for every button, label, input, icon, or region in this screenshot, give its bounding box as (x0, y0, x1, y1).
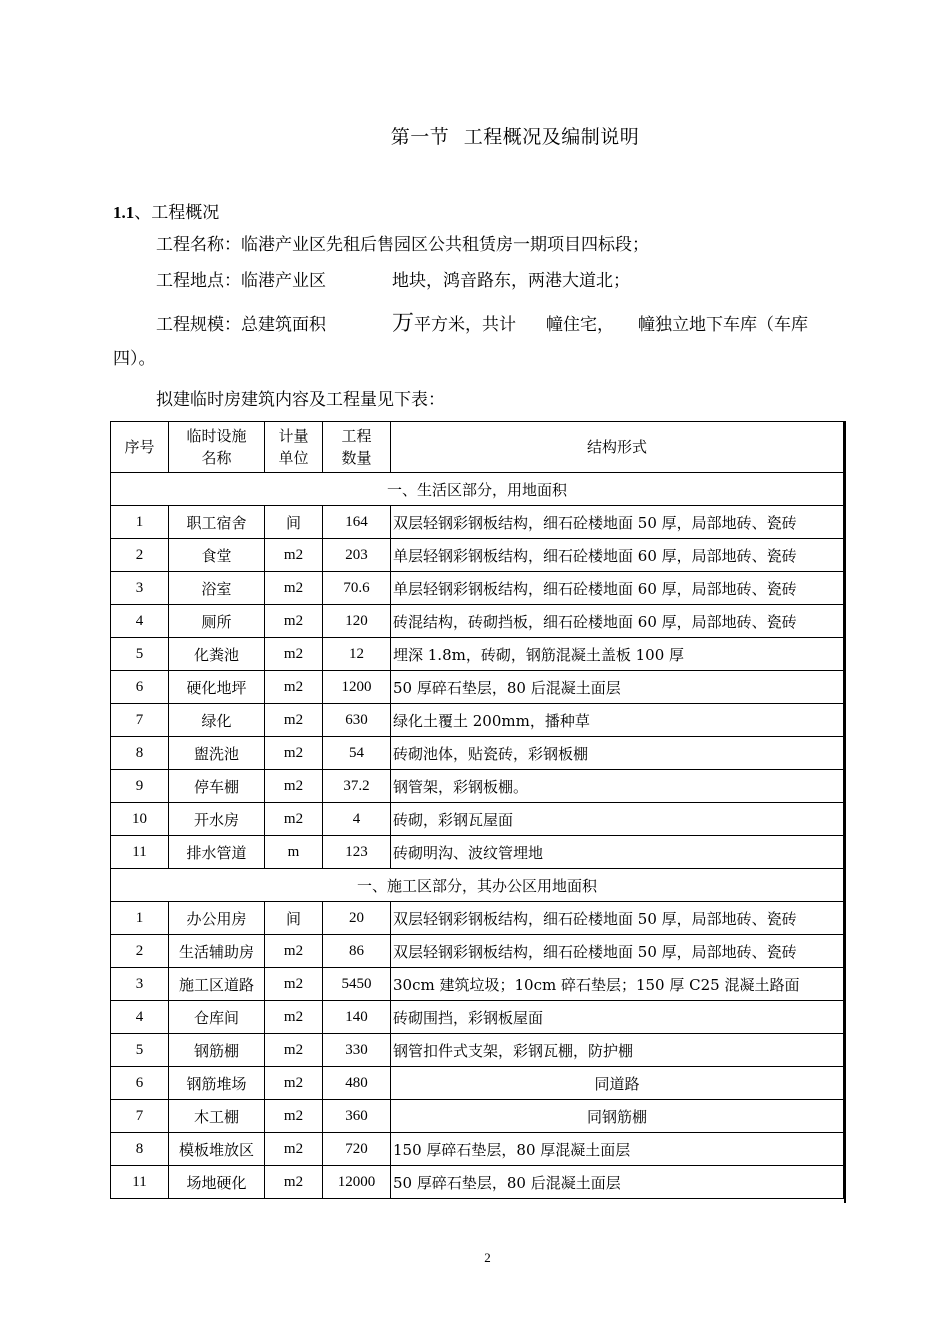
header-qty: 工程 数量 (323, 422, 391, 473)
cell-qty: 360 (323, 1100, 391, 1133)
project-scale-line (156, 306, 808, 337)
cell-no: 3 (111, 572, 169, 605)
cell-name: 绿化 (169, 704, 265, 737)
table-row (111, 572, 844, 605)
cell-unit: m2 (265, 572, 323, 605)
cell-qty: 37.2 (323, 770, 391, 803)
cell-no: 11 (111, 1166, 169, 1199)
cell-structure: 钢管架，彩钢板棚。 (391, 770, 844, 803)
cell-name: 停车棚 (169, 770, 265, 803)
cell-qty: 12000 (323, 1166, 391, 1199)
cell-unit: m2 (265, 968, 323, 1001)
cell-structure: 双层轻钢彩钢板结构，细石砼楼地面 50 厚，局部地砖、瓷砖 (391, 506, 844, 539)
cell-unit: m (265, 836, 323, 869)
cell-name: 钢筋堆场 (169, 1067, 265, 1100)
project-location-label: 工程地点： (156, 271, 241, 291)
cell-name: 仓库间 (169, 1001, 265, 1034)
cell-structure: 双层轻钢彩钢板结构，细石砼楼地面 50 厚，局部地砖、瓷砖 (391, 935, 844, 968)
cell-no: 4 (111, 1001, 169, 1034)
cell-name: 食堂 (169, 539, 265, 572)
cell-qty: 123 (323, 836, 391, 869)
cell-qty: 20 (323, 902, 391, 935)
group-row-living (111, 473, 844, 506)
project-scale-continuation: 四）。 (113, 349, 156, 369)
header-no: 序号 (111, 422, 169, 473)
cell-structure: 同道路 (391, 1067, 844, 1100)
cell-qty: 203 (323, 539, 391, 572)
cell-unit: m2 (265, 671, 323, 704)
page-title (0, 122, 950, 149)
project-scale-big: 万 (392, 311, 415, 336)
project-location-b: 地块，鸿音路东，两港大道北； (392, 271, 630, 291)
cell-structure: 钢管扣件式支架，彩钢瓦棚，防护棚 (391, 1034, 844, 1067)
project-location-line (156, 266, 630, 291)
cell-no: 8 (111, 1133, 169, 1166)
cell-structure: 砖砌池体，贴瓷砖，彩钢板棚 (391, 737, 844, 770)
cell-name: 化粪池 (169, 638, 265, 671)
cell-no: 1 (111, 506, 169, 539)
cell-qty: 164 (323, 506, 391, 539)
section-label: 、工程概况 (134, 203, 220, 223)
project-scale-b: 平方米，共计 (414, 315, 517, 335)
cell-unit: m2 (265, 1001, 323, 1034)
cell-unit: m2 (265, 1067, 323, 1100)
project-name-value: 临港产业区先租后售园区公共租赁房一期项目四标段； (241, 235, 649, 255)
cell-unit: 间 (265, 902, 323, 935)
cell-no: 6 (111, 1067, 169, 1100)
cell-name: 职工宿舍 (169, 506, 265, 539)
cell-no: 8 (111, 737, 169, 770)
cell-structure: 50 厚碎石垫层，80 后混凝土面层 (391, 1166, 844, 1199)
table-row (111, 1100, 844, 1133)
temporary-facilities-table (110, 421, 844, 1199)
table-right-border (844, 421, 846, 1203)
cell-no: 6 (111, 671, 169, 704)
cell-structure: 单层轻钢彩钢板结构，细石砼楼地面 60 厚，局部地砖、瓷砖 (391, 539, 844, 572)
group-row-construction (111, 869, 844, 902)
table-row (111, 1034, 844, 1067)
table-row (111, 605, 844, 638)
table-row (111, 902, 844, 935)
cell-structure: 150 厚碎石垫层，80 厚混凝土面层 (391, 1133, 844, 1166)
cell-unit: m2 (265, 605, 323, 638)
cell-unit: m2 (265, 539, 323, 572)
table-row (111, 968, 844, 1001)
section-heading (113, 198, 219, 223)
cell-qty: 720 (323, 1133, 391, 1166)
table-row (111, 539, 844, 572)
cell-qty: 12 (323, 638, 391, 671)
cell-unit: m2 (265, 638, 323, 671)
cell-no: 7 (111, 1100, 169, 1133)
table-row (111, 935, 844, 968)
cell-name: 施工区道路 (169, 968, 265, 1001)
cell-structure: 双层轻钢彩钢板结构，细石砼楼地面 50 厚，局部地砖、瓷砖 (391, 902, 844, 935)
cell-qty: 140 (323, 1001, 391, 1034)
cell-qty: 86 (323, 935, 391, 968)
table-row (111, 1166, 844, 1199)
cell-structure: 30cm 建筑垃圾；10cm 碎石垫层；150 厚 C25 混凝土路面 (391, 968, 844, 1001)
cell-no: 9 (111, 770, 169, 803)
cell-structure: 埋深 1.8m，砖砌，钢筋混凝土盖板 100 厚 (391, 638, 844, 671)
cell-name: 模板堆放区 (169, 1133, 265, 1166)
cell-qty: 120 (323, 605, 391, 638)
cell-name: 排水管道 (169, 836, 265, 869)
cell-structure: 50 厚碎石垫层，80 后混凝土面层 (391, 671, 844, 704)
table-row (111, 506, 844, 539)
cell-no: 10 (111, 803, 169, 836)
cell-name: 场地硬化 (169, 1166, 265, 1199)
cell-qty: 4 (323, 803, 391, 836)
cell-name: 办公用房 (169, 902, 265, 935)
project-scale-c: 幢住宅， (546, 315, 615, 335)
section-number: 1.1 (113, 203, 135, 222)
project-location-a: 临港产业区 (241, 271, 326, 291)
project-name-line (156, 230, 649, 255)
project-scale-d: 幢独立地下车库（车库 (638, 315, 809, 335)
title-section: 第一节 (390, 126, 450, 148)
cell-qty: 1200 (323, 671, 391, 704)
cell-no: 2 (111, 539, 169, 572)
cell-name: 硬化地坪 (169, 671, 265, 704)
cell-name: 生活辅助房 (169, 935, 265, 968)
cell-qty: 630 (323, 704, 391, 737)
cell-unit: m2 (265, 1034, 323, 1067)
table-row (111, 836, 844, 869)
cell-structure: 单层轻钢彩钢板结构，细石砼楼地面 60 厚，局部地砖、瓷砖 (391, 572, 844, 605)
header-name: 临时设施 名称 (169, 422, 265, 473)
cell-no: 3 (111, 968, 169, 1001)
table-intro: 拟建临时房建筑内容及工程量见下表： (156, 390, 445, 410)
cell-no: 4 (111, 605, 169, 638)
cell-qty: 330 (323, 1034, 391, 1067)
cell-name: 盥洗池 (169, 737, 265, 770)
page-number: 2 (484, 1250, 491, 1265)
cell-qty: 70.6 (323, 572, 391, 605)
table-row (111, 1067, 844, 1100)
cell-structure: 绿化土覆土 200mm，播种草 (391, 704, 844, 737)
cell-name: 钢筋棚 (169, 1034, 265, 1067)
cell-structure: 砖混结构，砖砌挡板，细石砼楼地面 60 厚，局部地砖、瓷砖 (391, 605, 844, 638)
cell-structure: 砖砌围挡，彩钢板屋面 (391, 1001, 844, 1034)
cell-unit: m2 (265, 935, 323, 968)
cell-unit: m2 (265, 704, 323, 737)
cell-no: 5 (111, 1034, 169, 1067)
table-row (111, 1133, 844, 1166)
header-structure: 结构形式 (391, 422, 844, 473)
table-row (111, 638, 844, 671)
project-scale-label: 工程规模： (156, 315, 241, 335)
group-label: 一、施工区部分，其办公区用地面积 (111, 869, 844, 902)
cell-qty: 54 (323, 737, 391, 770)
cell-name: 厕所 (169, 605, 265, 638)
table-row (111, 671, 844, 704)
cell-name: 开水房 (169, 803, 265, 836)
cell-structure: 砖砌明沟、波纹管埋地 (391, 836, 844, 869)
cell-unit: m2 (265, 1166, 323, 1199)
table-row (111, 737, 844, 770)
cell-structure: 同钢筋棚 (391, 1100, 844, 1133)
table-row (111, 704, 844, 737)
cell-no: 1 (111, 902, 169, 935)
cell-unit: m2 (265, 803, 323, 836)
cell-name: 浴室 (169, 572, 265, 605)
table-row (111, 803, 844, 836)
cell-no: 7 (111, 704, 169, 737)
project-name-label: 工程名称： (156, 235, 241, 255)
cell-no: 2 (111, 935, 169, 968)
cell-unit: m2 (265, 770, 323, 803)
group-label: 一、生活区部分，用地面积 (111, 473, 844, 506)
cell-unit: m2 (265, 1100, 323, 1133)
cell-unit: 间 (265, 506, 323, 539)
table-row (111, 770, 844, 803)
cell-structure: 砖砌，彩钢瓦屋面 (391, 803, 844, 836)
cell-name: 木工棚 (169, 1100, 265, 1133)
cell-unit: m2 (265, 737, 323, 770)
table-header-row (111, 422, 844, 473)
title-text: 工程概况及编制说明 (463, 126, 640, 148)
cell-qty: 5450 (323, 968, 391, 1001)
cell-unit: m2 (265, 1133, 323, 1166)
table-row (111, 1001, 844, 1034)
project-scale-a: 总建筑面积 (241, 315, 326, 335)
cell-no: 11 (111, 836, 169, 869)
cell-no: 5 (111, 638, 169, 671)
header-unit: 计量 单位 (265, 422, 323, 473)
cell-qty: 480 (323, 1067, 391, 1100)
